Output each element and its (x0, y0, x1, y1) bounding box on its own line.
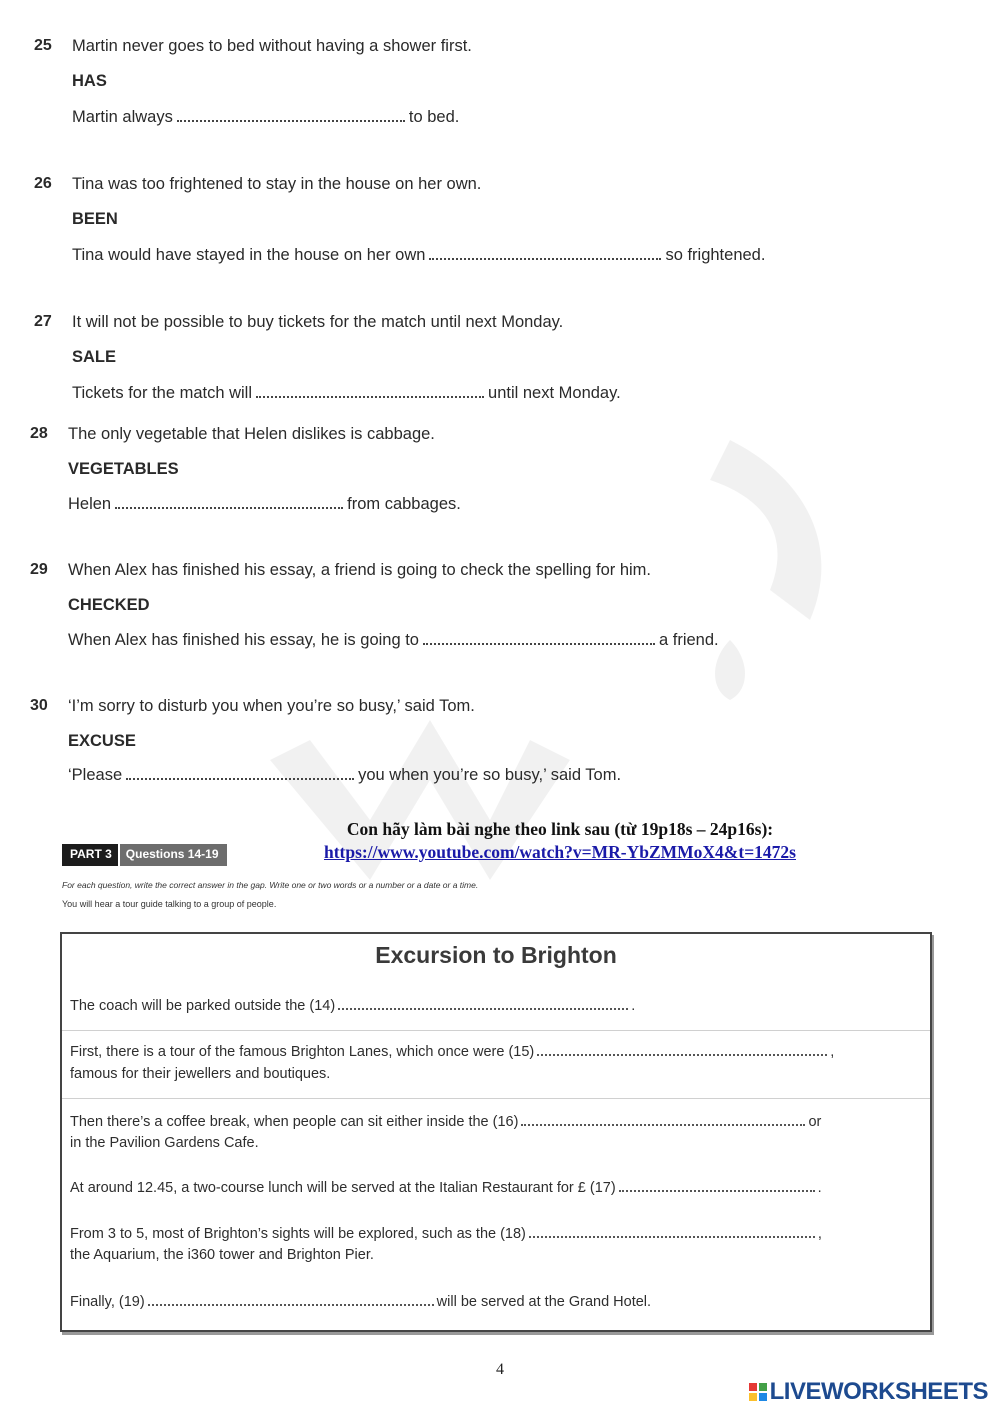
item-15 (70, 1042, 834, 1062)
liveworksheets-icon (749, 1383, 767, 1401)
question-text: Martin never goes to bed without having a shower first. (72, 37, 472, 55)
blank-15[interactable] (537, 1044, 827, 1056)
answer-prefix: ‘Please (68, 766, 123, 784)
answer-prefix: Tickets for the match will (72, 384, 253, 402)
answer-suffix: to bed. (408, 108, 460, 126)
answer-suffix: a friend. (658, 631, 719, 649)
question-26 (34, 175, 854, 264)
part3-instruction: For each question, write the correct answer in the gap. Write one or two words or a number or a date or a time. (62, 880, 479, 890)
blank-18[interactable] (529, 1226, 815, 1238)
blank-19[interactable] (148, 1294, 434, 1306)
item-16 (70, 1112, 821, 1132)
keyword: CHECKED (68, 596, 150, 614)
item-19-text: Finally, (19) (70, 1294, 145, 1310)
answer-blank[interactable] (126, 766, 354, 780)
item-14-text: The coach will be parked outside the (14) (70, 998, 336, 1014)
part3-header (62, 844, 227, 866)
item-15-cont: famous for their jewellers and boutiques. (70, 1066, 331, 1082)
question-text: The only vegetable that Helen dislikes is cabbage. (68, 425, 435, 443)
answer-prefix: Tina would have stayed in the house on her own (72, 246, 426, 264)
item-19 (70, 1292, 651, 1312)
answer-prefix: When Alex has finished his essay, he is going to (68, 631, 419, 649)
question-29 (30, 561, 850, 649)
brand-name: LIVEWORKSHEETS (769, 1378, 988, 1405)
blank-17[interactable] (619, 1180, 815, 1192)
divider (62, 1098, 930, 1099)
answer-prefix: Martin always (72, 108, 173, 126)
excursion-title: Excursion to Brighton (375, 942, 617, 968)
question-number: 28 (30, 425, 48, 442)
item-17-end: . (817, 1180, 822, 1196)
question-30 (30, 697, 850, 784)
part3-context: You will hear a tour guide talking to a group of people. (62, 899, 277, 909)
liveworksheets-logo (749, 1378, 988, 1406)
part-label: PART 3 (62, 844, 118, 866)
keyword: VEGETABLES (68, 460, 179, 478)
listening-note (250, 818, 870, 864)
item-17 (70, 1178, 822, 1198)
question-text: It will not be possible to buy tickets for the match until next Monday. (72, 313, 564, 331)
answer-suffix: from cabbages. (347, 495, 461, 513)
question-number: 30 (30, 697, 48, 714)
answer-blank[interactable] (177, 108, 405, 122)
answer-line (72, 384, 621, 403)
answer-blank[interactable] (256, 384, 484, 398)
answer-line (68, 631, 719, 650)
listening-instruction: Con hãy làm bài nghe theo link sau (từ 19p18s – 24p16s): (346, 819, 774, 839)
item-17-text: At around 12.45, a two-course lunch will be served at the Italian Restaurant for £ (17) (70, 1180, 616, 1196)
item-15-text: First, there is a tour of the famous Brighton Lanes, which once were (15) (70, 1044, 535, 1060)
keyword: BEEN (72, 210, 118, 228)
blank-14[interactable] (338, 998, 628, 1010)
blank-16[interactable] (521, 1114, 805, 1126)
question-25 (34, 37, 854, 126)
question-27 (34, 313, 854, 402)
answer-line (68, 766, 621, 785)
item-14 (70, 996, 635, 1016)
answer-prefix: Helen (68, 495, 112, 513)
answer-blank[interactable] (423, 631, 655, 645)
item-14-end: . (631, 998, 636, 1014)
question-text: Tina was too frightened to stay in the house on her own. (72, 175, 482, 193)
question-text: ‘I’m sorry to disturb you when you’re so busy,’ said Tom. (68, 697, 475, 715)
item-15-end: , (830, 1044, 835, 1060)
answer-blank[interactable] (429, 246, 661, 260)
excursion-box (60, 932, 932, 1332)
keyword: HAS (72, 72, 107, 90)
answer-line (68, 495, 461, 514)
item-16-cont: in the Pavilion Gardens Cafe. (70, 1135, 259, 1151)
question-number: 25 (34, 37, 52, 54)
answer-line (72, 108, 459, 127)
item-18-cont: the Aquarium, the i360 tower and Brighton Pier. (70, 1247, 374, 1263)
keyword: SALE (72, 348, 117, 366)
answer-blank[interactable] (115, 495, 343, 509)
question-number: 29 (30, 561, 48, 578)
answer-suffix: you when you’re so busy,’ said Tom. (358, 766, 622, 784)
question-number: 27 (34, 313, 52, 330)
answer-suffix: until next Monday. (488, 384, 621, 402)
page-number: 4 (496, 1361, 504, 1378)
keyword: EXCUSE (68, 732, 136, 750)
question-28 (30, 425, 850, 513)
item-19-end: will be served at the Grand Hotel. (436, 1294, 652, 1310)
item-16-end: or (808, 1114, 822, 1130)
item-18-text: From 3 to 5, most of Brighton’s sights will be explored, such as the (18) (70, 1226, 526, 1242)
questions-range: Questions 14-19 (120, 844, 227, 866)
question-text: When Alex has finished his essay, a friend is going to check the spelling for him. (68, 561, 652, 579)
item-16-text: Then there’s a coffee break, when people can sit either inside the (16) (70, 1114, 519, 1130)
question-number: 26 (34, 175, 52, 192)
youtube-link[interactable]: https://www.youtube.com/watch?v=MR-YbZMMoX4&t=1472s (323, 842, 796, 862)
answer-suffix: so frightened. (665, 246, 766, 264)
item-18 (70, 1224, 822, 1244)
answer-line (72, 246, 765, 265)
divider (62, 1030, 930, 1031)
item-18-end: , (817, 1226, 822, 1242)
